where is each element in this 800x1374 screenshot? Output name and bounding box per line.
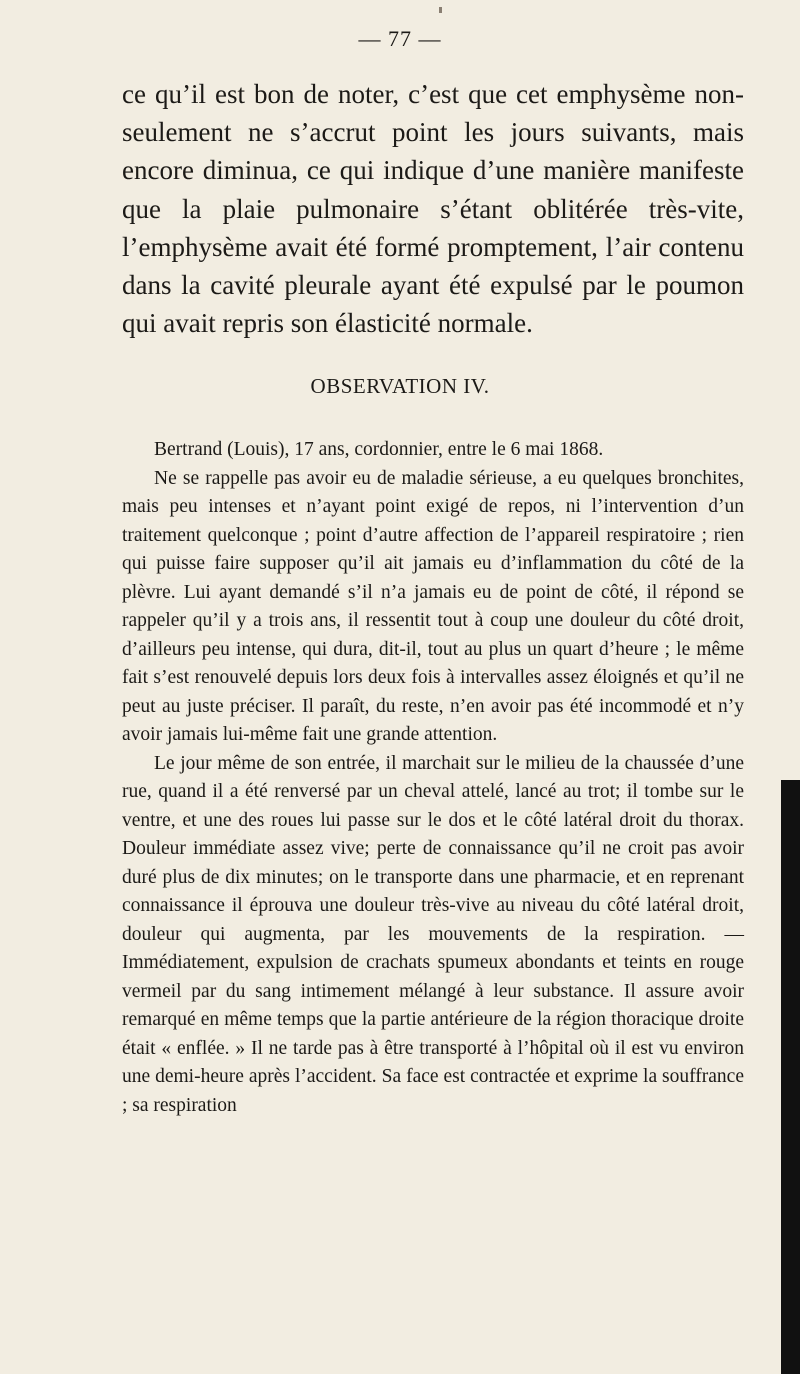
page-edge-shadow: [781, 780, 800, 1374]
observation-paragraph-1: Bertrand (Louis), 17 ans, cordonnier, entre le 6 mai 1868.: [154, 439, 604, 460]
observation-paragraph-3: Le jour même de son entrée, il marchait sur le milieu de la chaussée d’une rue, quand il a été renversé par un cheval attelé, lancé au trot; il tombe sur le ventre, et une des roues lui passe sur le dos et le côté latéral droit du thorax. Douleur immédiate assez vive; perte de connaissance qu’il ne croit pas avoir duré plus de dix minutes; on le transporte dans une pharmacie, et en reprenant connaissance il éprouva une douleur très-vive au niveau du côté latéral droit, douleur qui augmenta, par les mouvements de la respiration. — Immédiatement, expulsion de crachats spumeux abondants et teints en rouge vermeil par du sang intimement mélangé à leur substance. Il assure avoir remarqué en même temps que la partie antérieure de la région thoracique droite était « enflée. » Il ne tarde pas à être transporté à l’hôpital où il est vu environ une demi-heure après l’accident. Sa face est contractée et exprime la souffrance ; sa respiration: [122, 752, 744, 1116]
intro-paragraph-block: [122, 75, 744, 342]
observation-body: [122, 436, 744, 1120]
observation-title: OBSERVATION IV.: [310, 374, 490, 398]
intro-paragraph: ce qu’il est bon de noter, c’est que cet emphysème non-seulement ne s’accrut point les jours suivants, mais encore diminua, ce qui indique d’une manière manifeste que la plaie pulmonaire s’étant oblitérée très-vite, l’emphysème avait été formé promptement, l’air contenu dans la cavité pleurale ayant été expulsé par le poumon qui avait repris son élasticité normale.: [122, 79, 744, 339]
paper-speck: [439, 7, 442, 13]
page-number: — 77 —: [358, 26, 442, 51]
observation-paragraph-2: Ne se rappelle pas avoir eu de maladie sérieuse, a eu quelques bronchites, mais peu intenses et n’ayant point exigé de repos, ni l’intervention d’un traitement quelconque ; point d’autre affection de l’appareil respiratoire ; rien qui puisse faire supposer qu’il ait jamais eu d’inflammation du côté de la plèvre. Lui ayant demandé s’il n’a jamais eu de point de côté, il répond se rappeler qu’il y a trois ans, il ressentit tout à coup une douleur du côté droit, d’ailleurs peu intense, qui dura, dit-il, tout au plus un quart d’heure ; le même fait s’est renouvelé depuis lors deux fois à intervalles assez éloignés et qu’il ne peut au juste préciser. Il paraît, du reste, n’en avoir pas été incommodé et n’y avoir jamais lui-même fait une grande attention.: [122, 467, 744, 745]
